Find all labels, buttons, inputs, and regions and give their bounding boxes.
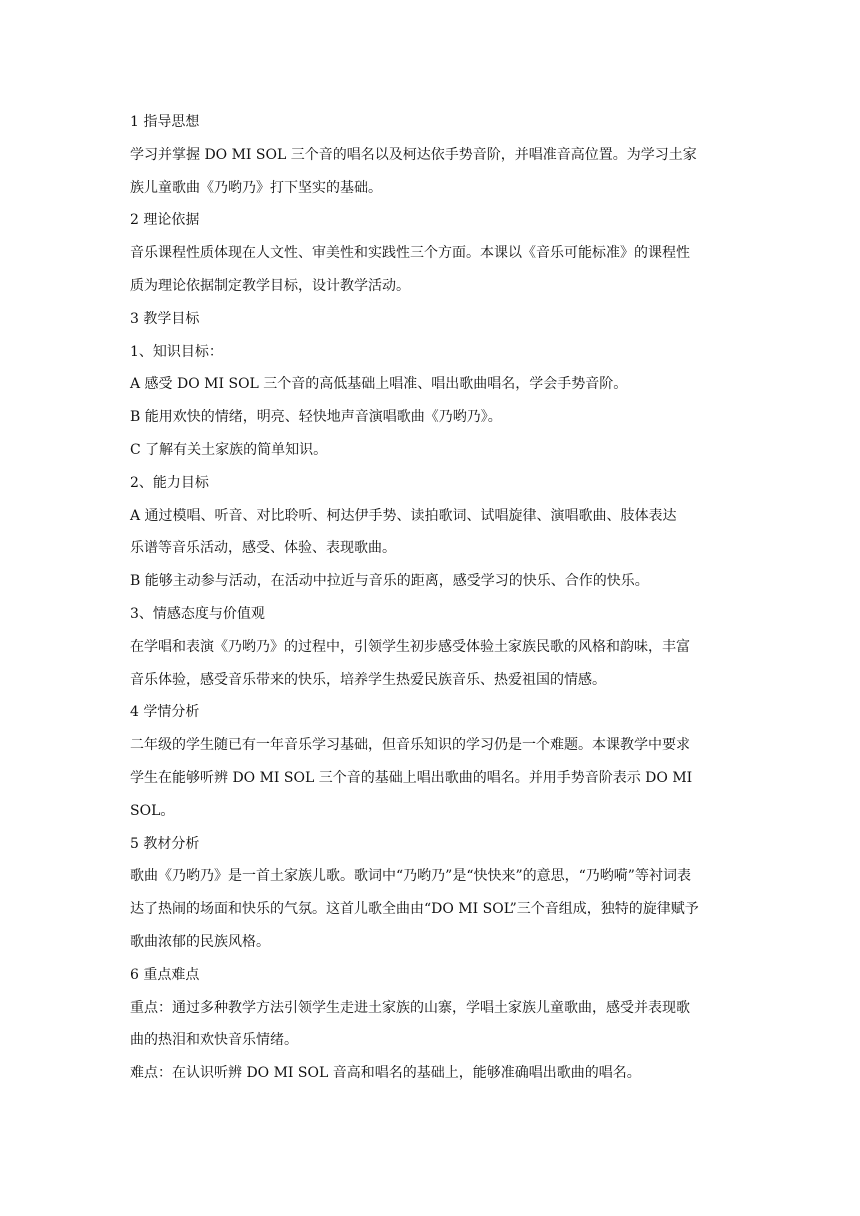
- section-heading: 4 学情分析: [130, 704, 200, 721]
- subsection-heading: 2、能力目标: [130, 474, 209, 491]
- paragraph-line: 族儿童歌曲《乃哟乃》打下坚实的基础。: [130, 179, 382, 196]
- paragraph: [130, 565, 732, 598]
- paragraph: [130, 401, 732, 434]
- paragraph-line: 音乐课程性质体现在人文性、审美性和实践性三个方面。本课以《音乐可能标准》的课程性: [130, 245, 690, 262]
- section-heading: 5 教材分析: [130, 835, 200, 852]
- paragraph: [130, 368, 732, 401]
- paragraph-line: 在学唱和表演《乃哟乃》的过程中，引领学生初步感受体验土家族民歌的风格和韵味，丰富: [130, 638, 690, 655]
- paragraph-line: 歌曲浓郁的民族风格。: [130, 933, 270, 950]
- paragraph-line: 难点：在认识听辨 DO MI SOL 音高和唱名的基础上，能够准确唱出歌曲的唱名。: [130, 1065, 641, 1082]
- paragraph-line: 学生在能够听辨 DO MI SOL 三个音的基础上唱出歌曲的唱名。并用手势音阶表示 DO MI: [130, 769, 693, 786]
- paragraph: [130, 139, 732, 205]
- paragraph: [130, 434, 732, 467]
- section-heading: 3 教学目标: [130, 310, 200, 327]
- subsection-heading: 3、情感态度与价值观: [130, 605, 265, 622]
- paragraph-line: 曲的热泪和欢快音乐情绪。: [130, 1032, 298, 1049]
- paragraph: [130, 500, 732, 566]
- paragraph-line: B 能用欢快的情绪，明亮、轻快地声音演唱歌曲《乃哟乃》。: [130, 409, 502, 426]
- subsection-heading: 1、知识目标：: [130, 343, 223, 360]
- section-heading: 1 指导思想: [130, 114, 200, 130]
- paragraph: [130, 631, 732, 697]
- paragraph-line: SOL。: [130, 802, 175, 819]
- paragraph-line: A 通过模唱、听音、对比聆听、柯达伊手势、读拍歌词、试唱旋律、演唱歌曲、肢体表达: [130, 507, 677, 524]
- paragraph-line: 歌曲《乃哟乃》是一首土家族儿歌。歌词中“乃哟乃”是“快快来”的意思，“乃哟嗬”等衬词表: [130, 868, 691, 885]
- paragraph-line: B 能够主动参与活动，在活动中拉近与音乐的距离，感受学习的快乐、合作的快乐。: [130, 573, 649, 590]
- paragraph-line: 达了热闹的场面和快乐的气氛。这首儿歌全曲由“DO MI SOL”三个音组成，独特的旋律赋予: [130, 901, 699, 918]
- paragraph-line: 乐谱等音乐活动，感受、体验、表现歌曲。: [130, 540, 396, 557]
- section-heading: 2 理论依据: [130, 212, 200, 229]
- paragraph-line: 音乐体验，感受音乐带来的快乐，培养学生热爱民族音乐、热爱祖国的情感。: [130, 671, 606, 688]
- section-heading: 6 重点难点: [130, 966, 200, 983]
- paragraph-line: 质为理论依据制定教学目标，设计教学活动。: [130, 277, 410, 294]
- paragraph-line: C 了解有关土家族的简单知识。: [130, 441, 328, 458]
- paragraph-line: 学习并掌握 DO MI SOL 三个音的唱名以及柯达依手势音阶，并唱准音高位置。为学习土家: [130, 146, 697, 163]
- paragraph: [130, 860, 732, 958]
- paragraph-line: 重点：通过多种教学方法引领学生走进土家族的山寨，学唱土家族儿童歌曲，感受并表现歌: [130, 999, 690, 1016]
- paragraph: [130, 1057, 732, 1090]
- document-page: [130, 106, 732, 1090]
- paragraph: [130, 237, 732, 303]
- paragraph-line: A 感受 DO MI SOL 三个音的高低基础上唱准、唱出歌曲唱名，学会手势音阶。: [130, 376, 628, 393]
- paragraph: [130, 992, 732, 1058]
- paragraph-line: 二年级的学生随已有一年音乐学习基础，但音乐知识的学习仍是一个难题。本课教学中要求: [130, 737, 690, 754]
- paragraph: [130, 729, 732, 827]
